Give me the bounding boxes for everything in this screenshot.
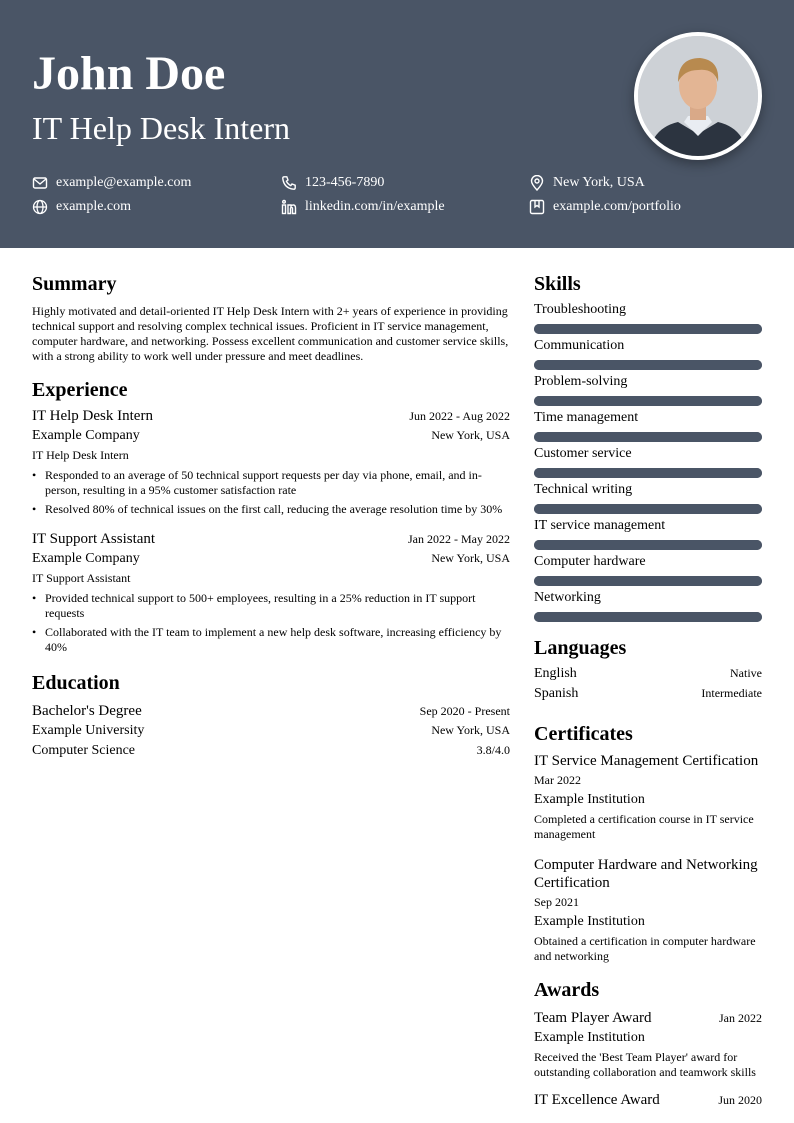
phone-icon [281, 175, 297, 191]
skill-label: Problem-solving [534, 374, 628, 389]
resume-header [0, 0, 794, 248]
skill-label: Customer service [534, 446, 632, 461]
award-issuer: Example Institution [534, 1030, 645, 1045]
skill-item [534, 408, 762, 442]
job-entry [32, 529, 510, 655]
job-bullet: • Collaborated with the IT team to implement a new help desk software, increasing efficiency by 40% [32, 625, 510, 655]
contact-email[interactable] [32, 172, 191, 194]
job-dates: Jan 2022 - May 2022 [408, 532, 510, 546]
portfolio-icon [529, 199, 545, 215]
skill-item [534, 552, 762, 586]
job-role: IT Help Desk Intern [32, 448, 129, 462]
contact-portfolio-text: example.com/portfolio [553, 199, 681, 214]
skill-label: Communication [534, 338, 625, 353]
contact-linkedin[interactable] [281, 196, 445, 218]
skill-label: Computer hardware [534, 554, 646, 569]
awards-section [534, 978, 762, 1110]
skill-label: Technical writing [534, 482, 633, 497]
languages-heading: Languages [534, 637, 627, 659]
mail-icon [32, 175, 48, 191]
skill-label: Time management [534, 410, 639, 425]
contact-location [529, 172, 645, 194]
awards-heading: Awards [534, 979, 600, 1001]
languages-section [534, 636, 762, 704]
linkedin-icon [281, 199, 297, 215]
skill-label: IT service management [534, 518, 666, 533]
skill-bar [534, 576, 762, 586]
skill-bar [534, 468, 762, 478]
education-section [32, 671, 510, 761]
job-bullets [32, 591, 510, 655]
contact-email-text: example@example.com [56, 175, 192, 190]
language-level: Intermediate [701, 686, 762, 700]
summary-heading: Summary [32, 273, 117, 295]
contact-phone-text: 123-456-7890 [305, 175, 385, 190]
summary-text: Highly motivated and detail-oriented IT Help Desk Intern with 2+ years of experience in providing technical support and resolving complex technical issues. Proficient in IT service management, computer hardware, and networking. Possess excellent communication and customer service skills, with a strong ability to work well under pressure and meet deadlines. [32, 304, 509, 363]
skill-item [534, 516, 762, 550]
award-entry [534, 1008, 762, 1080]
skill-bar-fill [534, 540, 762, 550]
education-dates: Sep 2020 - Present [419, 704, 510, 718]
certificate-entry [534, 752, 762, 842]
certificate-description: Completed a certification course in IT service management [534, 812, 754, 841]
map-pin-icon [529, 175, 545, 191]
skills-heading: Skills [534, 273, 581, 295]
certificate-description: Obtained a certification in computer hardware and networking [534, 934, 756, 963]
contact-website-text: example.com [56, 199, 132, 214]
job-location: New York, USA [431, 551, 510, 565]
skill-bar-fill [534, 432, 762, 442]
certificates-heading: Certificates [534, 723, 633, 745]
skill-item [534, 336, 762, 370]
contact-website[interactable] [32, 196, 131, 218]
award-date: Jun 2020 [718, 1093, 762, 1107]
job-role: IT Support Assistant [32, 571, 131, 585]
skill-bar-fill [534, 612, 762, 622]
main-column [32, 272, 510, 761]
contact-portfolio[interactable] [529, 196, 681, 218]
skill-item [534, 300, 762, 334]
skill-item [534, 588, 762, 622]
skill-bar [534, 612, 762, 622]
education-gpa: 3.8/4.0 [476, 743, 510, 757]
job-dates: Jun 2022 - Aug 2022 [409, 409, 510, 423]
skill-bar-fill [534, 396, 762, 406]
certificate-date: Mar 2022 [534, 773, 581, 787]
certificate-date: Sep 2021 [534, 895, 579, 909]
job-company: Example Company [32, 428, 140, 443]
contact-linkedin-text: linkedin.com/in/example [305, 199, 445, 214]
job-bullet: • Responded to an average of 50 technical support requests per day via phone, email, and in-person, resulting in a 95% customer satisfaction rate [32, 468, 510, 498]
award-description: Received the 'Best Team Player' award for outstanding collaboration and teamwork skills [534, 1050, 756, 1079]
certificate-entry [534, 856, 762, 964]
job-bullet: • Provided technical support to 500+ employees, resulting in a 25% reduction in IT support requests [32, 591, 510, 621]
award-name: Team Player Award [534, 1010, 652, 1026]
skill-item [534, 480, 762, 514]
certificates-section [534, 722, 762, 964]
job-title: IT Support Assistant [32, 531, 156, 547]
skills-list [534, 300, 762, 622]
experience-heading: Experience [32, 379, 128, 401]
skill-bar [534, 432, 762, 442]
education-degree: Bachelor's Degree [32, 703, 142, 719]
award-name: IT Excellence Award [534, 1092, 660, 1108]
certificate-name: Computer Hardware and Networking Certification [534, 857, 758, 891]
skill-item [534, 372, 762, 406]
contact-phone[interactable] [281, 172, 384, 194]
job-company: Example Company [32, 551, 140, 566]
skill-bar-fill [534, 576, 762, 586]
contact-location-text: New York, USA [553, 175, 645, 190]
job-bullets [32, 468, 510, 517]
education-school: Example University [32, 723, 145, 738]
candidate-title: IT Help Desk Intern [32, 110, 290, 146]
skill-bar [534, 540, 762, 550]
language-name: English [534, 666, 577, 681]
job-entry [32, 406, 510, 517]
job-title: IT Help Desk Intern [32, 408, 153, 424]
skill-bar [534, 504, 762, 514]
skill-bar-fill [534, 504, 762, 514]
job-location: New York, USA [431, 428, 510, 442]
skill-bar-fill [534, 324, 762, 334]
certificate-issuer: Example Institution [534, 914, 645, 929]
award-entry [534, 1090, 762, 1110]
language-name: Spanish [534, 686, 579, 701]
education-heading: Education [32, 672, 120, 694]
award-date: Jan 2022 [719, 1011, 762, 1025]
globe-icon [32, 199, 48, 215]
skill-label: Troubleshooting [534, 302, 627, 317]
side-column [534, 272, 762, 1110]
profile-photo [634, 32, 762, 160]
skill-bar-fill [534, 360, 762, 370]
skill-bar [534, 360, 762, 370]
education-location: New York, USA [431, 723, 510, 737]
skill-label: Networking [534, 590, 601, 605]
skills-section [534, 272, 762, 622]
experience-section [32, 378, 510, 655]
skill-bar [534, 324, 762, 334]
job-bullet: • Resolved 80% of technical issues on the first call, reducing the average resolution time by 30% [32, 502, 510, 517]
language-level: Native [730, 666, 762, 680]
education-field: Computer Science [32, 743, 136, 758]
certificate-name: IT Service Management Certification [534, 753, 759, 769]
candidate-name: John Doe [32, 47, 226, 100]
summary-section [32, 272, 510, 364]
skill-item [534, 444, 762, 478]
skill-bar-fill [534, 468, 762, 478]
skill-bar [534, 396, 762, 406]
certificate-issuer: Example Institution [534, 792, 645, 807]
